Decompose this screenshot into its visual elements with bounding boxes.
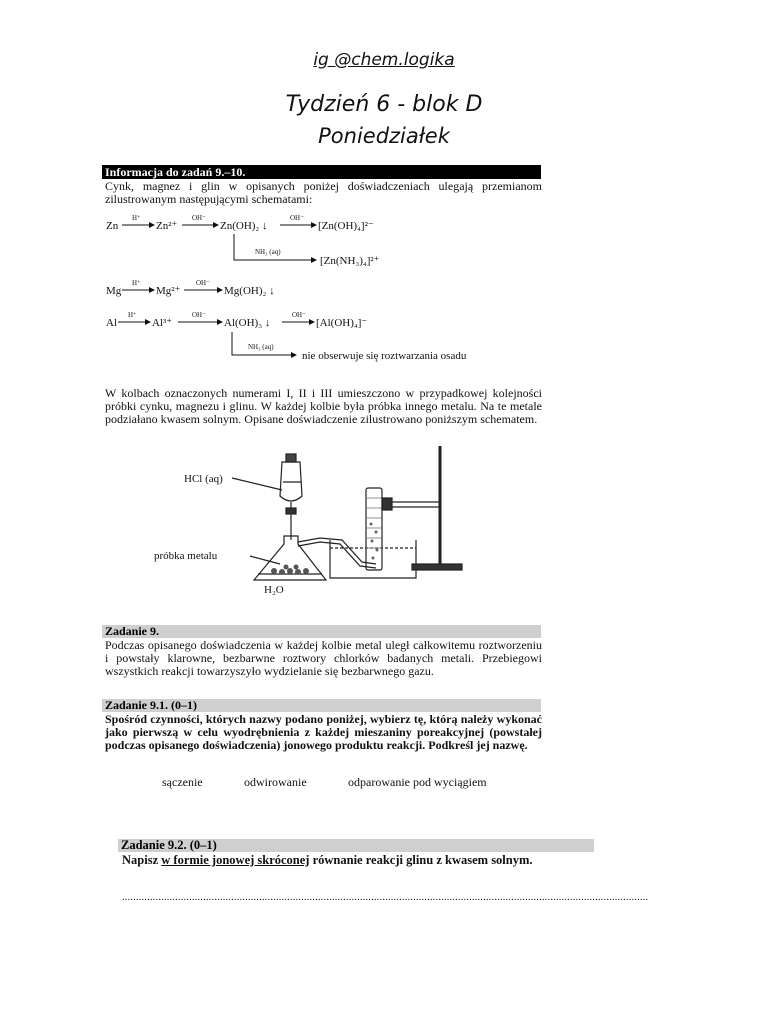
zn-reagent-2: OH⁻ [192,214,206,222]
mg-reagent-2: OH⁻ [196,279,210,287]
reaction-schemes [100,208,540,368]
answer-line[interactable]: ............................................................................................................................................................................................ [122,892,649,903]
zn-species-1: Zn [106,220,119,232]
info-intro: Cynk, magnez i glin w opisanych poniżej doświadczeniach ulegają przemianom zilustrowanym następującymi schematami: [105,179,542,206]
option-centrifugation[interactable]: odwirowanie [244,775,307,789]
task9-text: Podczas opisanego doświadczenia w każdej kolbie metal uległ całkowitemu roztworzeniu i powstały klarowne, bezbarwne roztwory chlorków badanych metali. Przebiegowi wszystkich reakcji towarzyszyło wydzielanie się bezbarwnego gazu. [105,638,542,678]
instagram-handle: ig @chem.logika [313,50,455,70]
option-filtration[interactable]: sączenie [162,775,203,789]
delivery-tube [298,538,376,564]
label-hcl: HCl (aq) [184,473,223,485]
zn-reagent-4: NH₃ (aq) [255,248,281,256]
info-heading: Informacja do zadań 9.–10. [102,165,541,179]
al-reagent-1: H⁺ [128,311,137,319]
label-water: H₂O [264,584,284,596]
mg-species-1: Mg [106,285,122,297]
zn-species-3: Zn(OH)₂ ↓ [220,220,268,232]
day-title: Poniedziałek [318,124,450,148]
zn-species-5: [Zn(NH₃)₄]²⁺ [320,255,380,267]
mg-reagent-1: H⁺ [132,279,141,287]
funnel-stopper [286,454,296,462]
mg-species-2: Mg²⁺ [156,285,181,297]
al-species-2: Al³⁺ [152,317,173,329]
al-reagent-4: NH₃ (aq) [248,343,274,351]
task9-heading: Zadanie 9. [102,625,541,638]
al-reagent-2: OH⁻ [192,311,206,319]
zn-reagent-3: OH⁻ [290,214,304,222]
zn-species-4: [Zn(OH)₄]²⁻ [318,220,374,232]
task91-text: Spośród czynności, których nazwy podano poniżej, wybierz tę, którą należy wykonać jako pierwszą w celu wyodrębnienia z każdej mieszaniny poreakcyjnej (powstałej podczas opisanego doświadczenia) jonowego produktu reakcji. Podkreśl jej nazwę. [105,712,542,752]
task92-text: Napisz w formie jonowej skróconej równanie reakcji glinu z kwasem solnym. [122,853,533,867]
al-species-5: nie obserwuje się roztwarzania osadu [302,350,467,362]
al-species-3: Al(OH)₃ ↓ [224,317,271,329]
task92-heading: Zadanie 9.2. (0–1) [118,839,594,852]
zn-species-2: Zn²⁺ [156,220,178,232]
al-species-1: Al [106,317,117,329]
al-species-4: [Al(OH)₄]⁻ [316,317,368,329]
task91-heading: Zadanie 9.1. (0–1) [102,699,541,712]
mg-species-3: Mg(OH)₂ ↓ [224,285,275,297]
experiment-description: W kolbach oznaczonych numerami I, II i III umieszczono w przypadkowej kolejności próbki cynku, magnezu i glinu. W każdej kolbie była próbka innego metalu. Na te metale podziałano kwasem solnym. Opisane doświadczenie zilustrowano poniższym schematem. [105,386,542,426]
label-metal-sample: próbka metalu [154,550,218,562]
week-title: Tydzień 6 - blok D [285,92,483,117]
option-evaporation[interactable]: odparowanie pod wyciągiem [348,775,487,789]
zn-reagent-1: H⁺ [132,214,141,222]
stand-base [412,564,462,570]
al-reagent-3: OH⁻ [292,311,306,319]
apparatus-diagram [150,440,480,600]
